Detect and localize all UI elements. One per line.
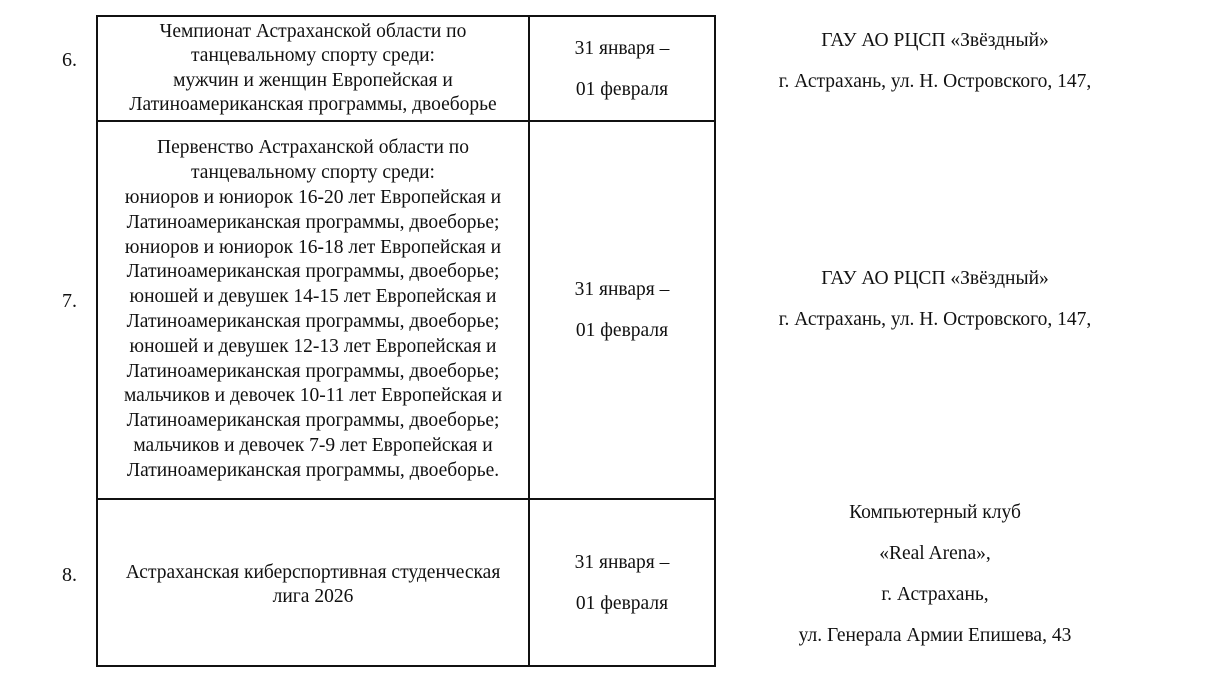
event-name-line: танцевальному спорту среди: [191,162,435,184]
date-end: 01 февраля [575,592,669,614]
event-venue [720,258,1150,340]
venue-line: Компьютерный клуб [849,502,1021,523]
row-number: 8. [62,564,77,586]
event-dates [530,17,714,120]
venue-line: г. Астрахань, ул. Н. Островского, 147, [778,71,1092,92]
event-name-line: Астраханская киберспортивная студенческая [125,561,501,583]
venue-line: «Real Arena», [879,543,991,564]
venue-line: г. Астрахань, [881,584,989,605]
venue-line: ГАУ АО РЦСП «Звёздный» [821,268,1049,289]
event-name [124,136,502,483]
event-name-line: Латиноамериканская программы, двоеборье; [126,211,500,233]
venue-line: ул. Генерала Армии Епишева, 43 [798,625,1072,646]
event-venue [720,20,1150,102]
row-number: 6. [62,49,77,71]
event-name-line: юношей и девушек 12-13 лет Европейская и [129,335,497,357]
table-row [96,15,716,122]
event-name [126,561,501,609]
event-name-line: Первенство Астраханской области по [157,137,469,159]
table-row [96,120,716,500]
row-number: 7. [62,290,77,312]
event-venue [720,492,1150,656]
date-start: 31 января – [574,551,670,573]
date-end: 01 февраля [575,320,669,341]
event-name-line: юниоров и юниорок 16-18 лет Европейская и [124,236,502,258]
event-name-line: Латиноамериканская программы, двоеборье; [126,360,500,382]
event-name-line: лига 2026 [272,585,354,607]
table-row [96,498,716,667]
event-dates [530,122,714,498]
event-name-cell [98,500,530,665]
event-name-line: Латиноамериканская программы, двоеборье; [126,410,500,432]
event-name-line: мальчиков и девочек 10-11 лет Европейская и [123,385,503,407]
event-name-line: Латиноамериканская программы, двоеборье [129,94,497,115]
event-name-line: мальчиков и девочек 7-9 лет Европейская и [133,434,493,456]
event-dates [530,500,714,665]
event-name-line: Чемпионат Астраханской области по [159,20,467,42]
event-name-line: мужчин и женщин Европейская и [173,69,453,91]
event-name-cell [98,17,530,120]
event-name-line: юниоров и юниорок 16-20 лет Европейская и [124,187,502,209]
venue-line: ГАУ АО РЦСП «Звёздный» [821,30,1049,51]
event-name-cell [98,122,530,498]
event-name-line: Латиноамериканская программы, двоеборье; [126,311,500,332]
event-name-line: Латиноамериканская программы, двоеборье. [126,459,500,481]
venue-line: г. Астрахань, ул. Н. Островского, 147, [778,309,1092,330]
event-name-line: танцевальному спорту среди: [191,45,435,66]
event-name-line: Латиноамериканская программы, двоеборье; [126,261,500,283]
event-name-line: юношей и девушек 14-15 лет Европейская и [129,286,497,308]
date-end: 01 февраля [575,78,669,100]
event-name [129,20,496,118]
date-start: 31 января – [574,37,670,59]
date-start: 31 января – [574,279,670,300]
